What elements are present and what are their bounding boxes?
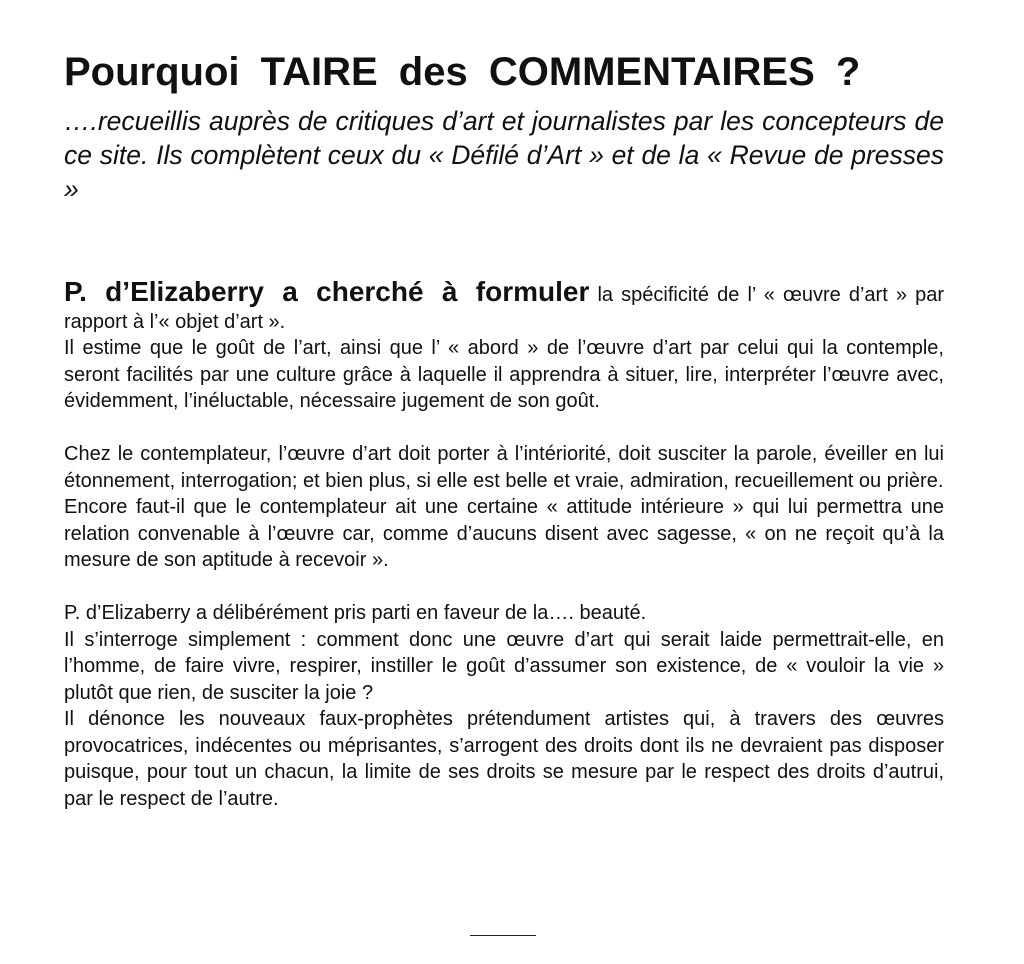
end-rule-divider xyxy=(470,935,536,936)
paragraph-contemplateur: Chez le contemplateur, l’œuvre d’art doit porter à l’intériorité, doit susciter la parole, éveiller en lui étonnement, interrogation; et bien plus, si elle est belle et vraie, admiration, recueillement ou prière. xyxy=(64,443,944,492)
lead-rest-text: la spécificité de l’ « œuvre d’art » par rapport à l’« objet d’art ». xyxy=(64,284,944,333)
paragraph-denonce: Il dénonce les nouveaux faux-prophètes prétendument artistes qui, à travers des œuvres provocatrices, indécentes ou méprisantes, s’arrogent des droits dont ils ne devraient pas disposer puisque, pour tout un chacun, la limite de ses droits se mesure par le respect des droits d’autrui, par le respect de l’autre. xyxy=(64,708,944,810)
lead-paragraph xyxy=(64,276,944,335)
lead-bold-text: P. d’Elizaberry a cherché à formuler xyxy=(64,276,590,307)
paragraph-attitude: Encore faut-il que le contemplateur ait une certaine « attitude intérieure » qui lui permettra une relation convenable à l’œuvre car, comme d’aucuns disent avec sagesse, « on ne reçoit qu’à la mesure de son aptitude à recevoir ». xyxy=(64,496,944,571)
page-title: Pourquoi TAIRE des COMMENTAIRES ? xyxy=(64,50,861,94)
paragraph-interroge: Il s’interroge simplement : comment donc une œuvre d’art qui serait laide permettrait-elle, en l’homme, de faire vivre, respirer, instiller le goût d’assumer son existence, de « vouloir la vie » plutôt que rien, de susciter la joie ? xyxy=(64,628,944,704)
body-text xyxy=(64,276,944,812)
subtitle: ….recueillis auprès de critiques d’art et journalistes par les concepteurs de ce site. Ils complètent ceux du « Défilé d’Art » et de la « Revue de presses » xyxy=(64,106,944,204)
paragraph-culture: Il estime que le goût de l’art, ainsi que l’ « abord » de l’œuvre d’art par celui qui la contemple, seront facilités par une culture grâce à laquelle il apprendra à situer, lire, interpréter l’œuvre avec, évidemment, l’inéluctable, nécessaire jugement de son goût. xyxy=(64,337,944,412)
paragraph-beaute: P. d’Elizaberry a délibérément pris parti en faveur de la…. beauté. xyxy=(64,602,647,624)
paragraph-gap xyxy=(64,574,944,601)
paragraph-gap xyxy=(64,415,944,442)
document-page xyxy=(64,40,944,812)
